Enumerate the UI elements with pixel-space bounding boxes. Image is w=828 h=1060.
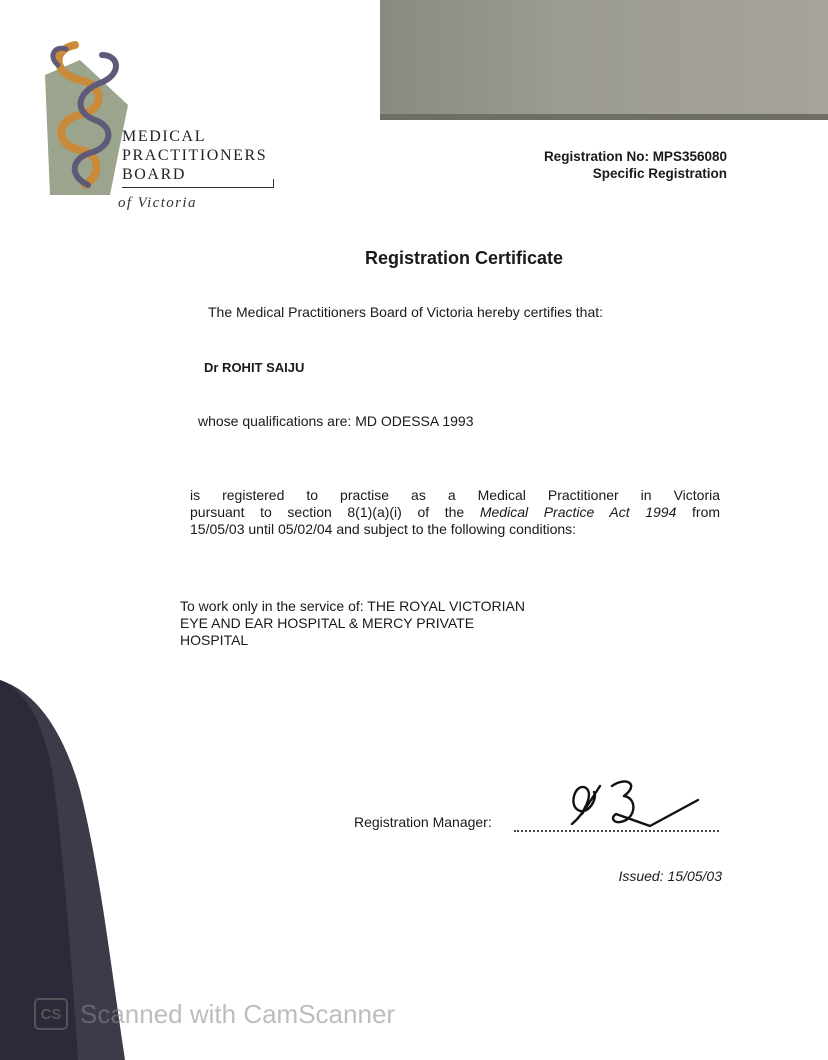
handwritten-signature xyxy=(564,774,704,834)
certifies-statement: The Medical Practitioners Board of Victoria hereby certifies that: xyxy=(208,304,604,320)
registration-line-2 xyxy=(190,504,720,521)
act-name: Medical Practice Act 1994 xyxy=(479,504,677,520)
logo-rule xyxy=(122,187,274,188)
condition-line: To work only in the service of: THE ROYAL VICTORIAN xyxy=(180,598,525,614)
camscanner-watermark xyxy=(34,996,395,1032)
logo-line-1: MEDICAL xyxy=(122,128,207,145)
registration-number: Registration No: MPS356080 xyxy=(543,149,727,164)
logo-line-3: BOARD xyxy=(122,166,187,183)
registration-statement xyxy=(190,487,720,538)
board-logo xyxy=(40,35,290,225)
registration-line-3: 15/05/03 until 05/02/04 and subject to the following conditions: xyxy=(190,521,577,537)
caduceus-logo-icon xyxy=(40,35,130,195)
condition-line: EYE AND EAR HOSPITAL & MERCY PRIVATE xyxy=(180,615,475,631)
signature-row xyxy=(354,808,734,836)
scan-shadow-top xyxy=(380,0,828,120)
registration-line-2-pre: pursuant to section 8(1)(a)(i) of the xyxy=(190,504,480,520)
certificate-title: Registration Certificate xyxy=(364,248,564,268)
conditions xyxy=(180,598,650,649)
logo-rule-tick xyxy=(273,179,274,188)
registration-info xyxy=(544,148,727,182)
logo-subtitle: of Victoria xyxy=(118,195,197,211)
condition-line: HOSPITAL xyxy=(180,632,249,648)
registration-type: Specific Registration xyxy=(592,166,727,181)
logo-line-2: PRACTITIONERS xyxy=(122,147,268,164)
logo-wordmark xyxy=(122,127,267,184)
camscanner-logo-icon: CS xyxy=(34,998,68,1030)
watermark-text: Scanned with CamScanner xyxy=(80,998,396,1029)
qualifications: whose qualifications are: MD ODESSA 1993 xyxy=(198,413,474,429)
signature-label: Registration Manager: xyxy=(354,814,492,830)
practitioner-name: Dr ROHIT SAIJU xyxy=(204,360,305,375)
issued-date: Issued: 15/05/03 xyxy=(618,868,722,884)
registration-line-2-post: from xyxy=(676,504,721,520)
registration-line-1: is registered to practise as a Medical Practitioner in Victoria xyxy=(190,487,720,503)
